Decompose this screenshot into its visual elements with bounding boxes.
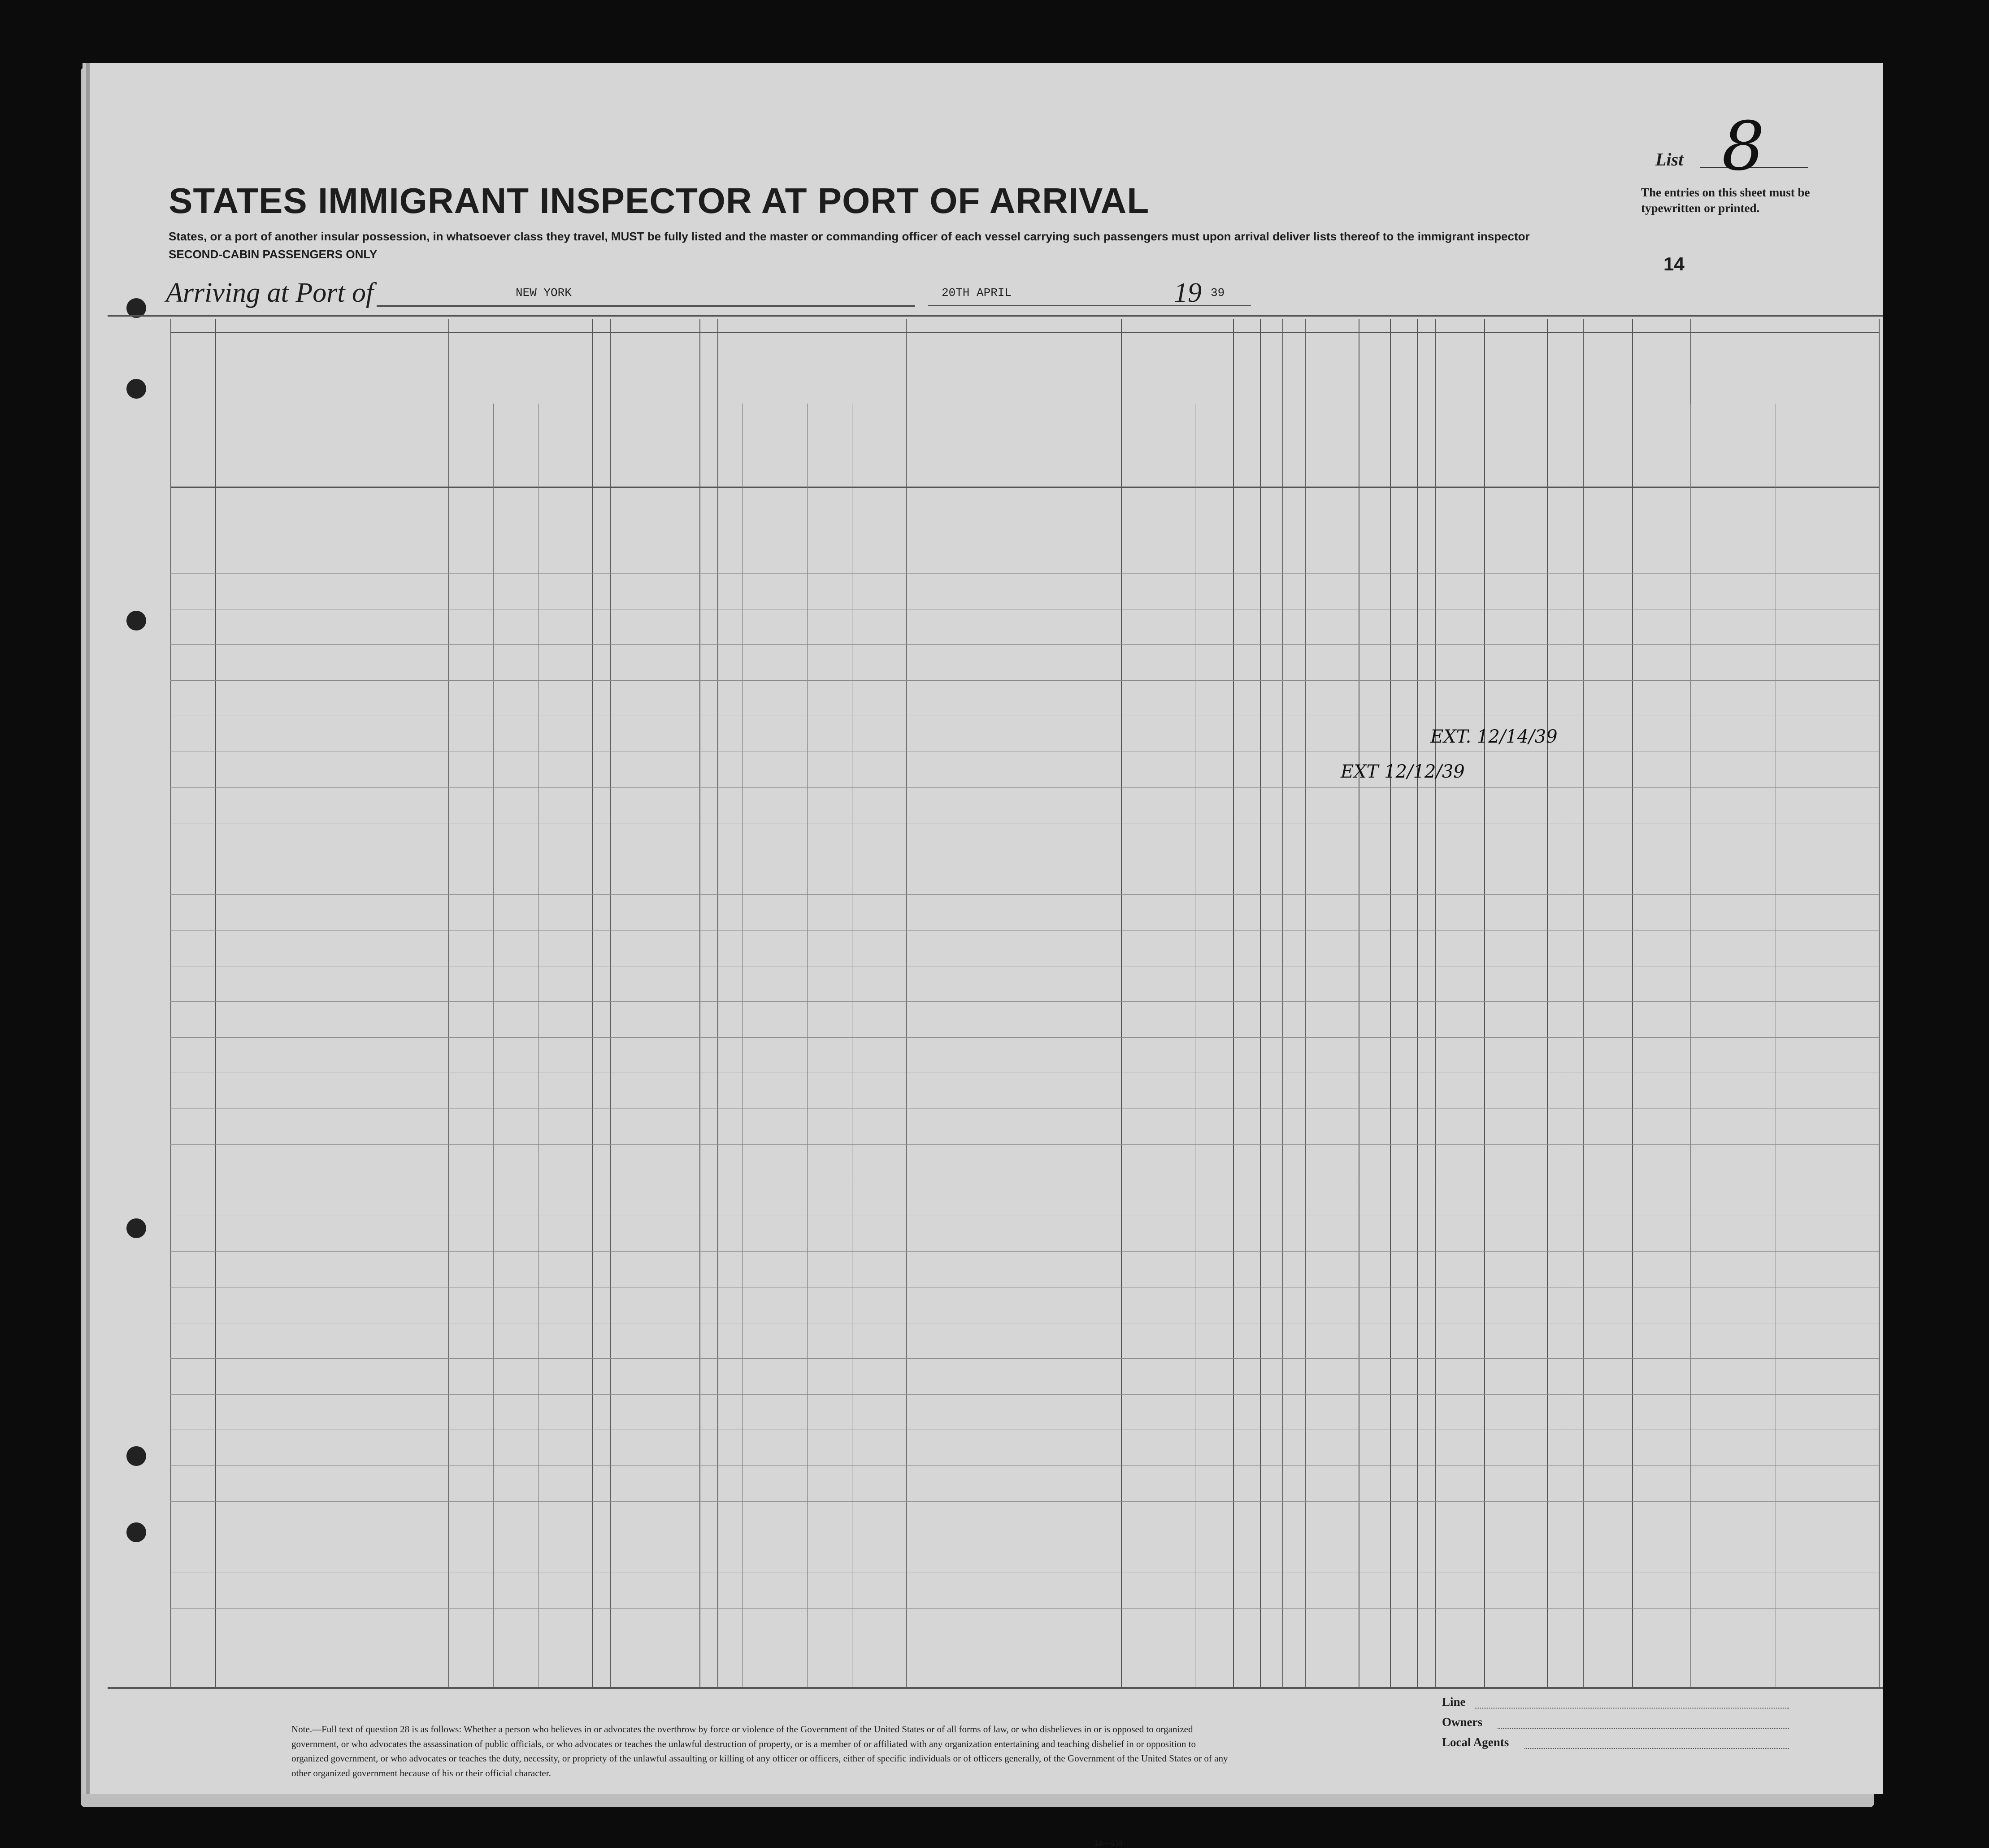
local-agents-label: Local Agents <box>1442 1735 1509 1749</box>
column-number-rule <box>170 332 1879 333</box>
row-rule <box>170 894 1879 895</box>
sub-column-rule <box>1690 404 1691 1687</box>
column-rule <box>170 319 171 1687</box>
sub-column-rule <box>807 404 808 1687</box>
column-rule <box>1390 319 1391 1687</box>
sheet-number: 14 <box>1663 253 1685 274</box>
column-rule <box>592 319 593 1687</box>
column-rule <box>215 319 216 1687</box>
binder-hole <box>126 1522 146 1542</box>
column-rule <box>1233 319 1234 1687</box>
column-rule <box>1282 319 1283 1687</box>
arriving-label: Arriving at Port of <box>166 278 374 308</box>
column-rule <box>1547 319 1548 1687</box>
extension-note: EXT 12/12/39 <box>1341 761 1465 782</box>
agents-rule <box>1524 1748 1789 1749</box>
row-rule <box>170 644 1879 645</box>
row-rule <box>170 1144 1879 1145</box>
date-underline <box>928 305 1251 306</box>
binder-hole <box>126 1446 146 1466</box>
form-title: STATES IMMIGRANT INSPECTOR AT PORT OF ARRIVAL <box>169 181 1150 221</box>
owners-label: Owners <box>1442 1715 1482 1729</box>
column-rule <box>610 319 611 1687</box>
header-bottom-rule <box>170 487 1879 488</box>
column-rule <box>1260 319 1261 1687</box>
binder-hole <box>126 611 146 630</box>
row-rule <box>170 1037 1879 1038</box>
row-rule <box>170 1501 1879 1502</box>
column-rule <box>1121 319 1122 1687</box>
sub-column-rule <box>742 404 743 1687</box>
binder-hole <box>126 1218 146 1238</box>
line-label: Line <box>1442 1695 1466 1709</box>
column-rule <box>699 319 700 1687</box>
sub-column-rule <box>493 404 494 1687</box>
form-subtitle: States, or a port of another insular possession, in whatsoever class they travel, MUST be fully listed and the master or commanding officer of each vessel carrying such passengers must upon arrival deliver lists thereof to the immigrant inspector <box>169 230 1530 243</box>
class-note: SECOND-CABIN PASSENGERS ONLY <box>169 248 378 261</box>
row-rule <box>170 1394 1879 1395</box>
line-rule <box>1475 1708 1789 1709</box>
column-rule <box>1417 319 1418 1687</box>
column-rule <box>1583 319 1584 1687</box>
row-rule <box>170 573 1879 574</box>
column-rule <box>717 319 718 1687</box>
row-rule <box>170 1358 1879 1359</box>
row-rule <box>170 787 1879 788</box>
row-rule <box>170 680 1879 681</box>
form-number: 14—630 <box>1094 1839 1122 1848</box>
port-of-arrival: NEW YORK <box>516 286 572 300</box>
row-rule <box>170 1251 1879 1252</box>
table-bottom-rule <box>108 1687 1883 1689</box>
row-rule <box>170 1465 1879 1466</box>
row-rule <box>170 1001 1879 1002</box>
typewritten-instruction: The entries on this sheet must be typewritten or printed. <box>1641 186 1810 215</box>
column-rule <box>448 319 449 1687</box>
arrival-date: 20TH APRIL <box>942 286 1012 300</box>
list-label: List <box>1655 149 1684 170</box>
column-rule <box>1484 319 1485 1687</box>
year-suffix: 39 <box>1211 286 1225 300</box>
binder-hole <box>126 379 146 399</box>
port-underline <box>377 305 915 307</box>
table-top-rule <box>108 315 1883 317</box>
owners-rule <box>1498 1728 1789 1729</box>
column-rule <box>1879 319 1880 1687</box>
row-rule <box>170 930 1879 931</box>
column-rule <box>1435 319 1436 1687</box>
manifest-sheet <box>90 63 1883 1848</box>
column-rule <box>906 319 907 1687</box>
extension-note: EXT. 12/14/39 <box>1430 726 1558 747</box>
list-number: 8 <box>1722 108 1765 186</box>
sub-column-rule <box>538 404 539 1687</box>
year-prefix: 19 <box>1174 278 1202 308</box>
column-rule <box>1632 319 1633 1687</box>
column-rule <box>1305 319 1306 1687</box>
row-rule <box>170 1608 1879 1609</box>
question-28-note: Note.—Full text of question 28 is as follows: Whether a person who believes in or advocates the overthrow by force or violence of the Government of the United States or of all forms of law, or who disbelieves in or is opposed to organized government, or who advocates the assassination of public officials, or who advocates or teaches the unlawful destruction of property, or is a member of or affiliated with any organization entertaining and teaching disbelief in or opposition to organized government, or who advocates or teaches the duty, necessity, or propriety of the unlawful assaulting or killing of any officer or officers, either of specific individuals or of officers generally, of the Government of the United States or of any other organized government because of his or their official character. <box>291 1724 1228 1778</box>
